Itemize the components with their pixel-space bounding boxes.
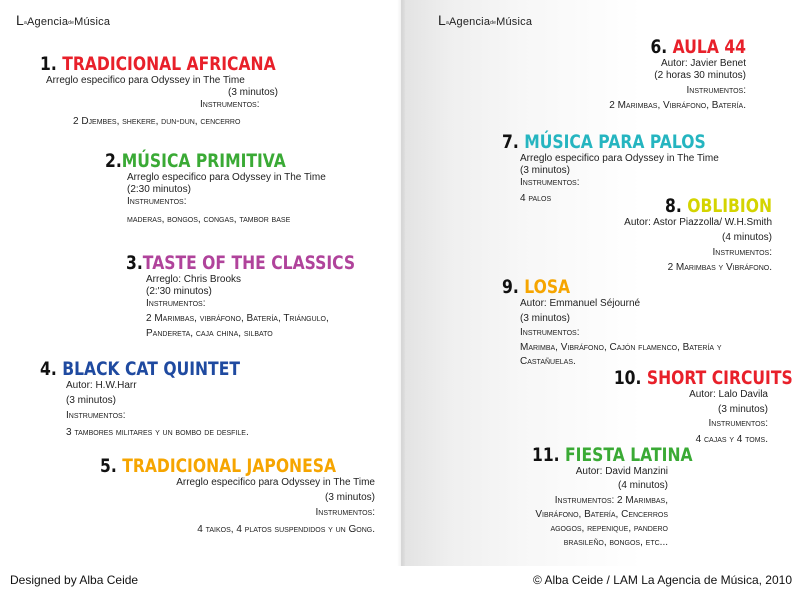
footer-copyright: © Alba Ceide / LAM La Agencia de Música, 2010 [532,573,792,587]
item-title: 9. LOSA [502,276,571,298]
item-instruments-label: Instrumentos: [66,410,126,421]
item-duration: (2 horas 30 minutos) [654,70,746,81]
item-arrangement: Arreglo especifico para Odyssey in The Time [46,75,245,86]
item-title: 4. BLACK CAT QUINTET [40,358,240,380]
item-duration: (3 minutos) [520,165,571,176]
program-item-11 [512,444,693,549]
item-arrangement: Autor: Lalo Davila [689,389,768,400]
item-instruments: Vibráfono, Batería, Cencerros [535,509,668,520]
item-duration: (3 minutos) [324,492,375,503]
program-item-9 [502,276,782,368]
item-instruments: 4 cajas y 4 toms. [695,434,768,445]
item-instruments-label: Instrumentos: [708,418,768,429]
item-instruments: brasileño, bongos, etc... [563,537,668,548]
item-duration: (2:'30 minutos) [146,286,212,297]
item-instruments: Castañuelas. [520,356,576,367]
item-instruments: 2 Marimbas y Vibráfono. [667,262,772,273]
item-title: 2.MÚSICA PRIMITIVA [105,150,286,172]
item-instruments: 4 palos [520,193,552,204]
program-item-7 [502,131,762,205]
item-arrangement: Autor: H.W.Harr [66,380,137,391]
item-title: 7. MÚSICA PARA PALOS [502,131,706,153]
program-item-10 [580,367,793,446]
item-instruments-label: Instrumentos: [200,99,260,110]
item-arrangement: Autor: Javier Benet [660,58,746,69]
item-title: 6. AULA 44 [650,36,746,58]
program-item-8 [560,195,772,274]
item-instruments-label: Instrumentos: [520,177,580,188]
item-title: 1. TRADICIONAL AFRICANA [40,53,276,75]
item-instruments-label: Instrumentos: [686,85,746,96]
item-arrangement: Autor: David Manzini [575,466,668,477]
program-item-2 [105,150,395,226]
program-item-1 [40,53,360,128]
program-item-6 [560,36,746,112]
item-arrangement: Autor: Astor Piazzolla/ W.H.Smith [624,217,772,228]
item-instruments-label: Instrumentos: [520,327,580,338]
item-title: 5. TRADICIONAL JAPONESA [100,455,337,477]
item-duration: (3 minutos) [66,395,117,406]
item-duration: (3 minutos) [228,87,279,98]
item-instruments: 3 tambores militares y un bombo de desfile. [66,427,249,438]
item-instruments: 2 Marimbas, vibráfono, Batería, Triángulo, [146,313,329,324]
item-title: 11. FIESTA LATINA [532,444,693,466]
item-arrangement: Arreglo especifico para Odyssey in The Time [176,477,375,488]
logo-left: LaAgenciadeMúsica [16,12,111,28]
item-duration: (2:30 minutos) [127,184,191,195]
item-instruments-label: Instrumentos: [146,298,206,309]
item-duration: (4 minutos) [721,232,772,243]
page-fold [397,0,405,566]
item-instruments: Pandereta, caja china, silbato [146,328,273,339]
program-item-3 [126,252,396,340]
item-instruments-label: Instrumentos: [712,247,772,258]
item-arrangement: Arreglo especifico para Odyssey in The Time [127,172,326,183]
item-arrangement: Arreglo: Chris Brooks [146,274,242,285]
item-instruments: 2 Djembes, shekere, dun-dun, cencerro [73,116,241,127]
footer-designer: Designed by Alba Ceide [10,573,139,587]
item-duration: (3 minutos) [520,313,571,324]
item-instruments-label: Instrumentos: [127,196,187,207]
item-instruments: maderas, bongos, congas, tambor base [127,214,291,225]
item-title: 10. SHORT CIRCUITS [613,367,793,389]
program-item-4 [40,358,340,439]
item-instruments: Instrumentos: 2 Marimbas, [554,495,668,506]
item-instruments: 4 taikos, 4 platos suspendidos y un Gong. [197,524,375,535]
item-duration: (3 minutos) [717,404,768,415]
program-item-5 [100,455,375,536]
item-arrangement: Arreglo especifico para Odyssey in The Time [520,153,719,164]
item-instruments: agogos, repenique, pandero [550,523,668,534]
item-arrangement: Autor: Emmanuel Séjourné [520,298,641,309]
item-title: 8. OBLIBION [664,195,772,217]
item-duration: (4 minutos) [617,480,668,491]
item-instruments: 2 Marimbas, Vibráfono, Batería. [609,100,746,111]
item-title: 3.TASTE OF THE CLASSICS [126,252,356,274]
logo-right: LaAgenciadeMúsica [438,12,533,28]
item-instruments-label: Instrumentos: [315,507,375,518]
item-instruments: Marimba, Vibráfono, Cajón flamenco, Batería y [520,342,722,353]
